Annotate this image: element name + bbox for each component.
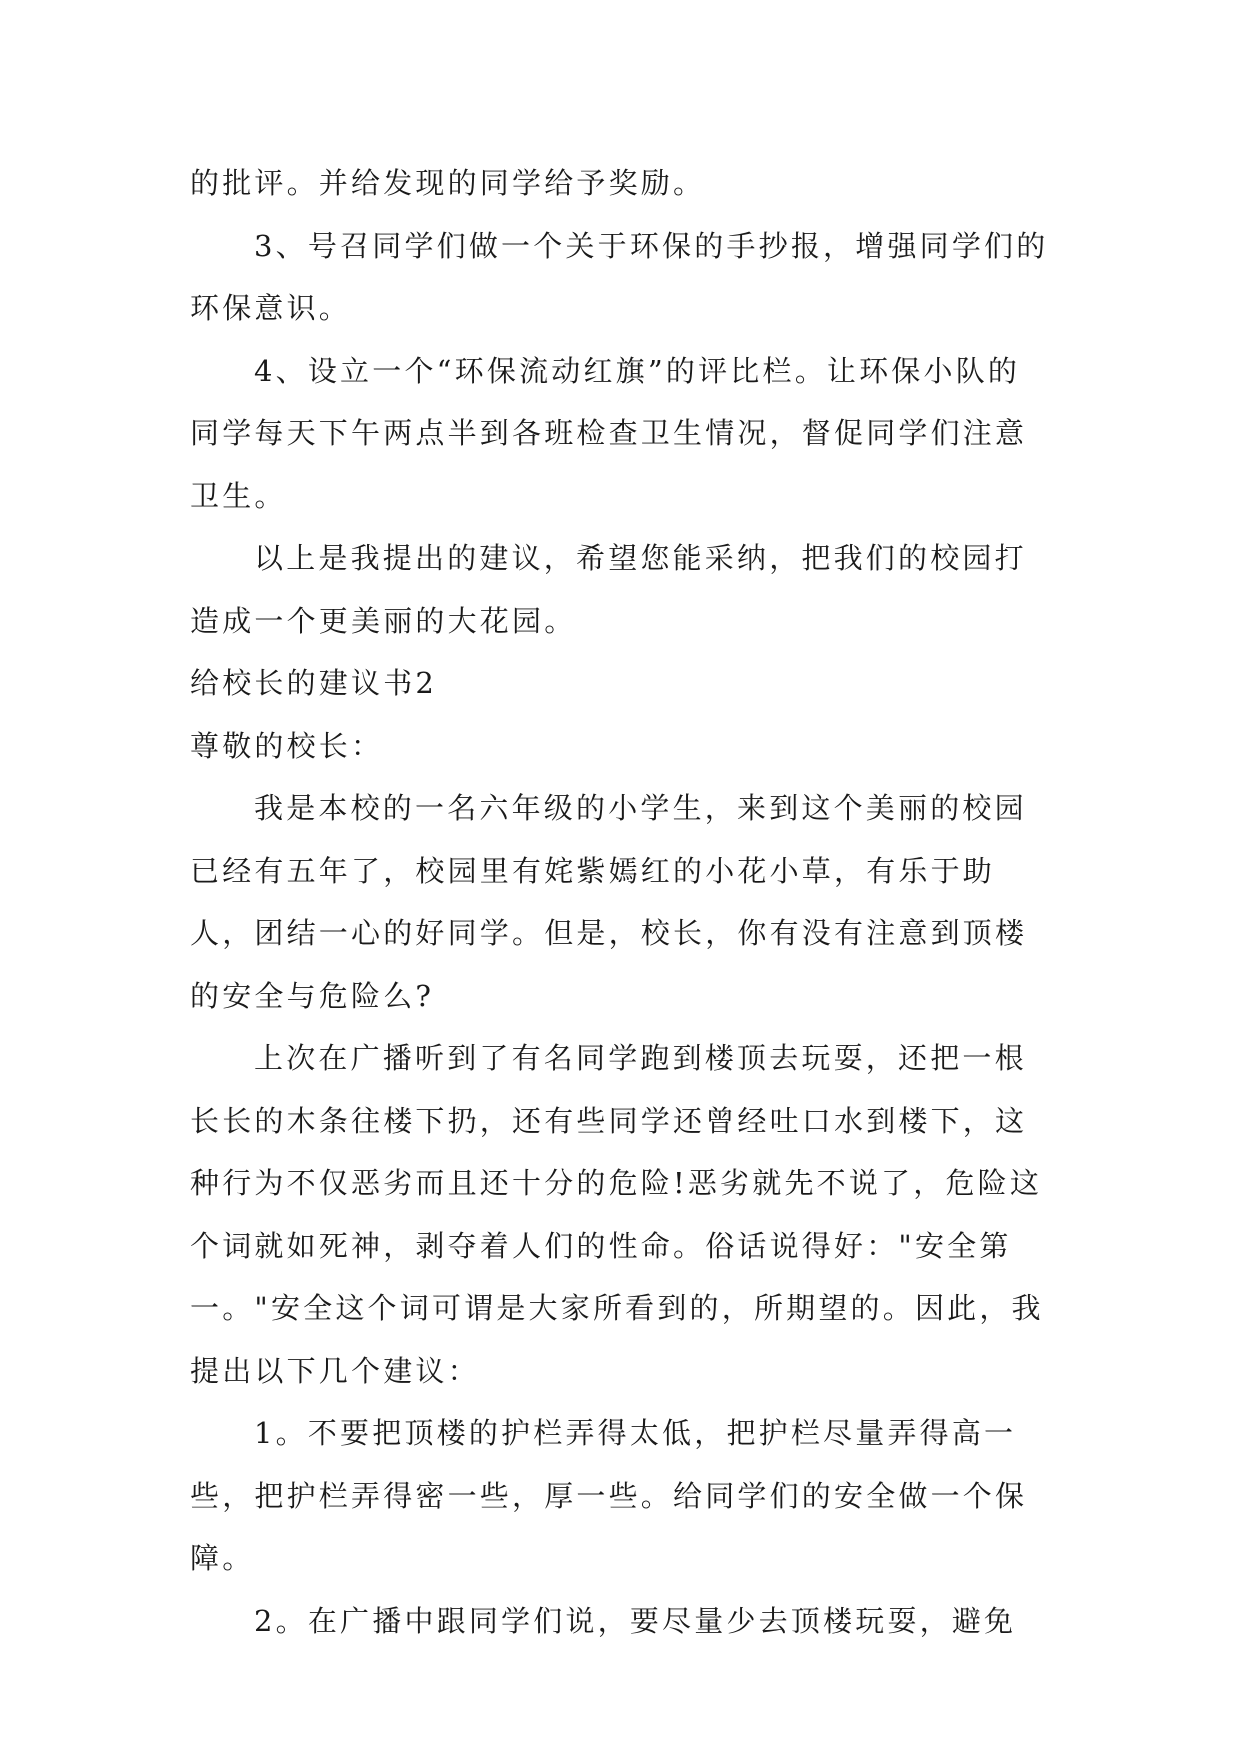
paragraph-suggestion-2: 2。在广播中跟同学们说，要尽量少去顶楼玩耍，避免 (254, 1603, 1017, 1638)
section-heading: 给校长的建议书2 (190, 666, 438, 700)
paragraph-criticism-reward: 的批评。并给发现的同学给予奖励。 (190, 166, 706, 200)
paragraph-introduction: 我是本校的一名六年级的小学生，来到这个美丽的校园已经有五年了，校园里有姹紫嫣红的小花小草，有乐于助人，团结一心的好同学。但是，校长，你有没有注意到顶楼的安全与危险么? (190, 791, 1028, 1013)
paragraph-conclusion: 以上是我提出的建议，希望您能采纳，把我们的校园打造成一个更美丽的大花园。 (190, 541, 1027, 638)
paragraph-incident: 上次在广播听到了有名同学跑到楼顶去玩耍，还把一根长长的木条往楼下扔，还有些同学还曾经吐口水到楼下，这种行为不仅恶劣而且还十分的危险!恶劣就先不说了，危险这个词就如死神，剥夺着人们的性命。俗话说得好："安全第一。"安全这个词可谓是大家所看到的，所期望的。因此，我提出以下几个建议： (190, 1041, 1044, 1388)
salutation: 尊敬的校长： (190, 728, 384, 763)
paragraph-suggestion-3: 3、号召同学们做一个关于环保的手抄报，增强同学们的环保意识。 (190, 228, 1049, 325)
paragraph-suggestion-4: 4、设立一个“环保流动红旗”的评比栏。让环保小队的同学每天下午两点半到各班检查卫生情况，督促同学们注意卫生。 (190, 353, 1028, 513)
paragraph-suggestion-1: 1。不要把顶楼的护栏弄得太低，把护栏尽量弄得高一些，把护栏弄得密一些，厚一些。给同学们的安全做一个保障。 (190, 1416, 1028, 1575)
document-body (190, 152, 1050, 1652)
